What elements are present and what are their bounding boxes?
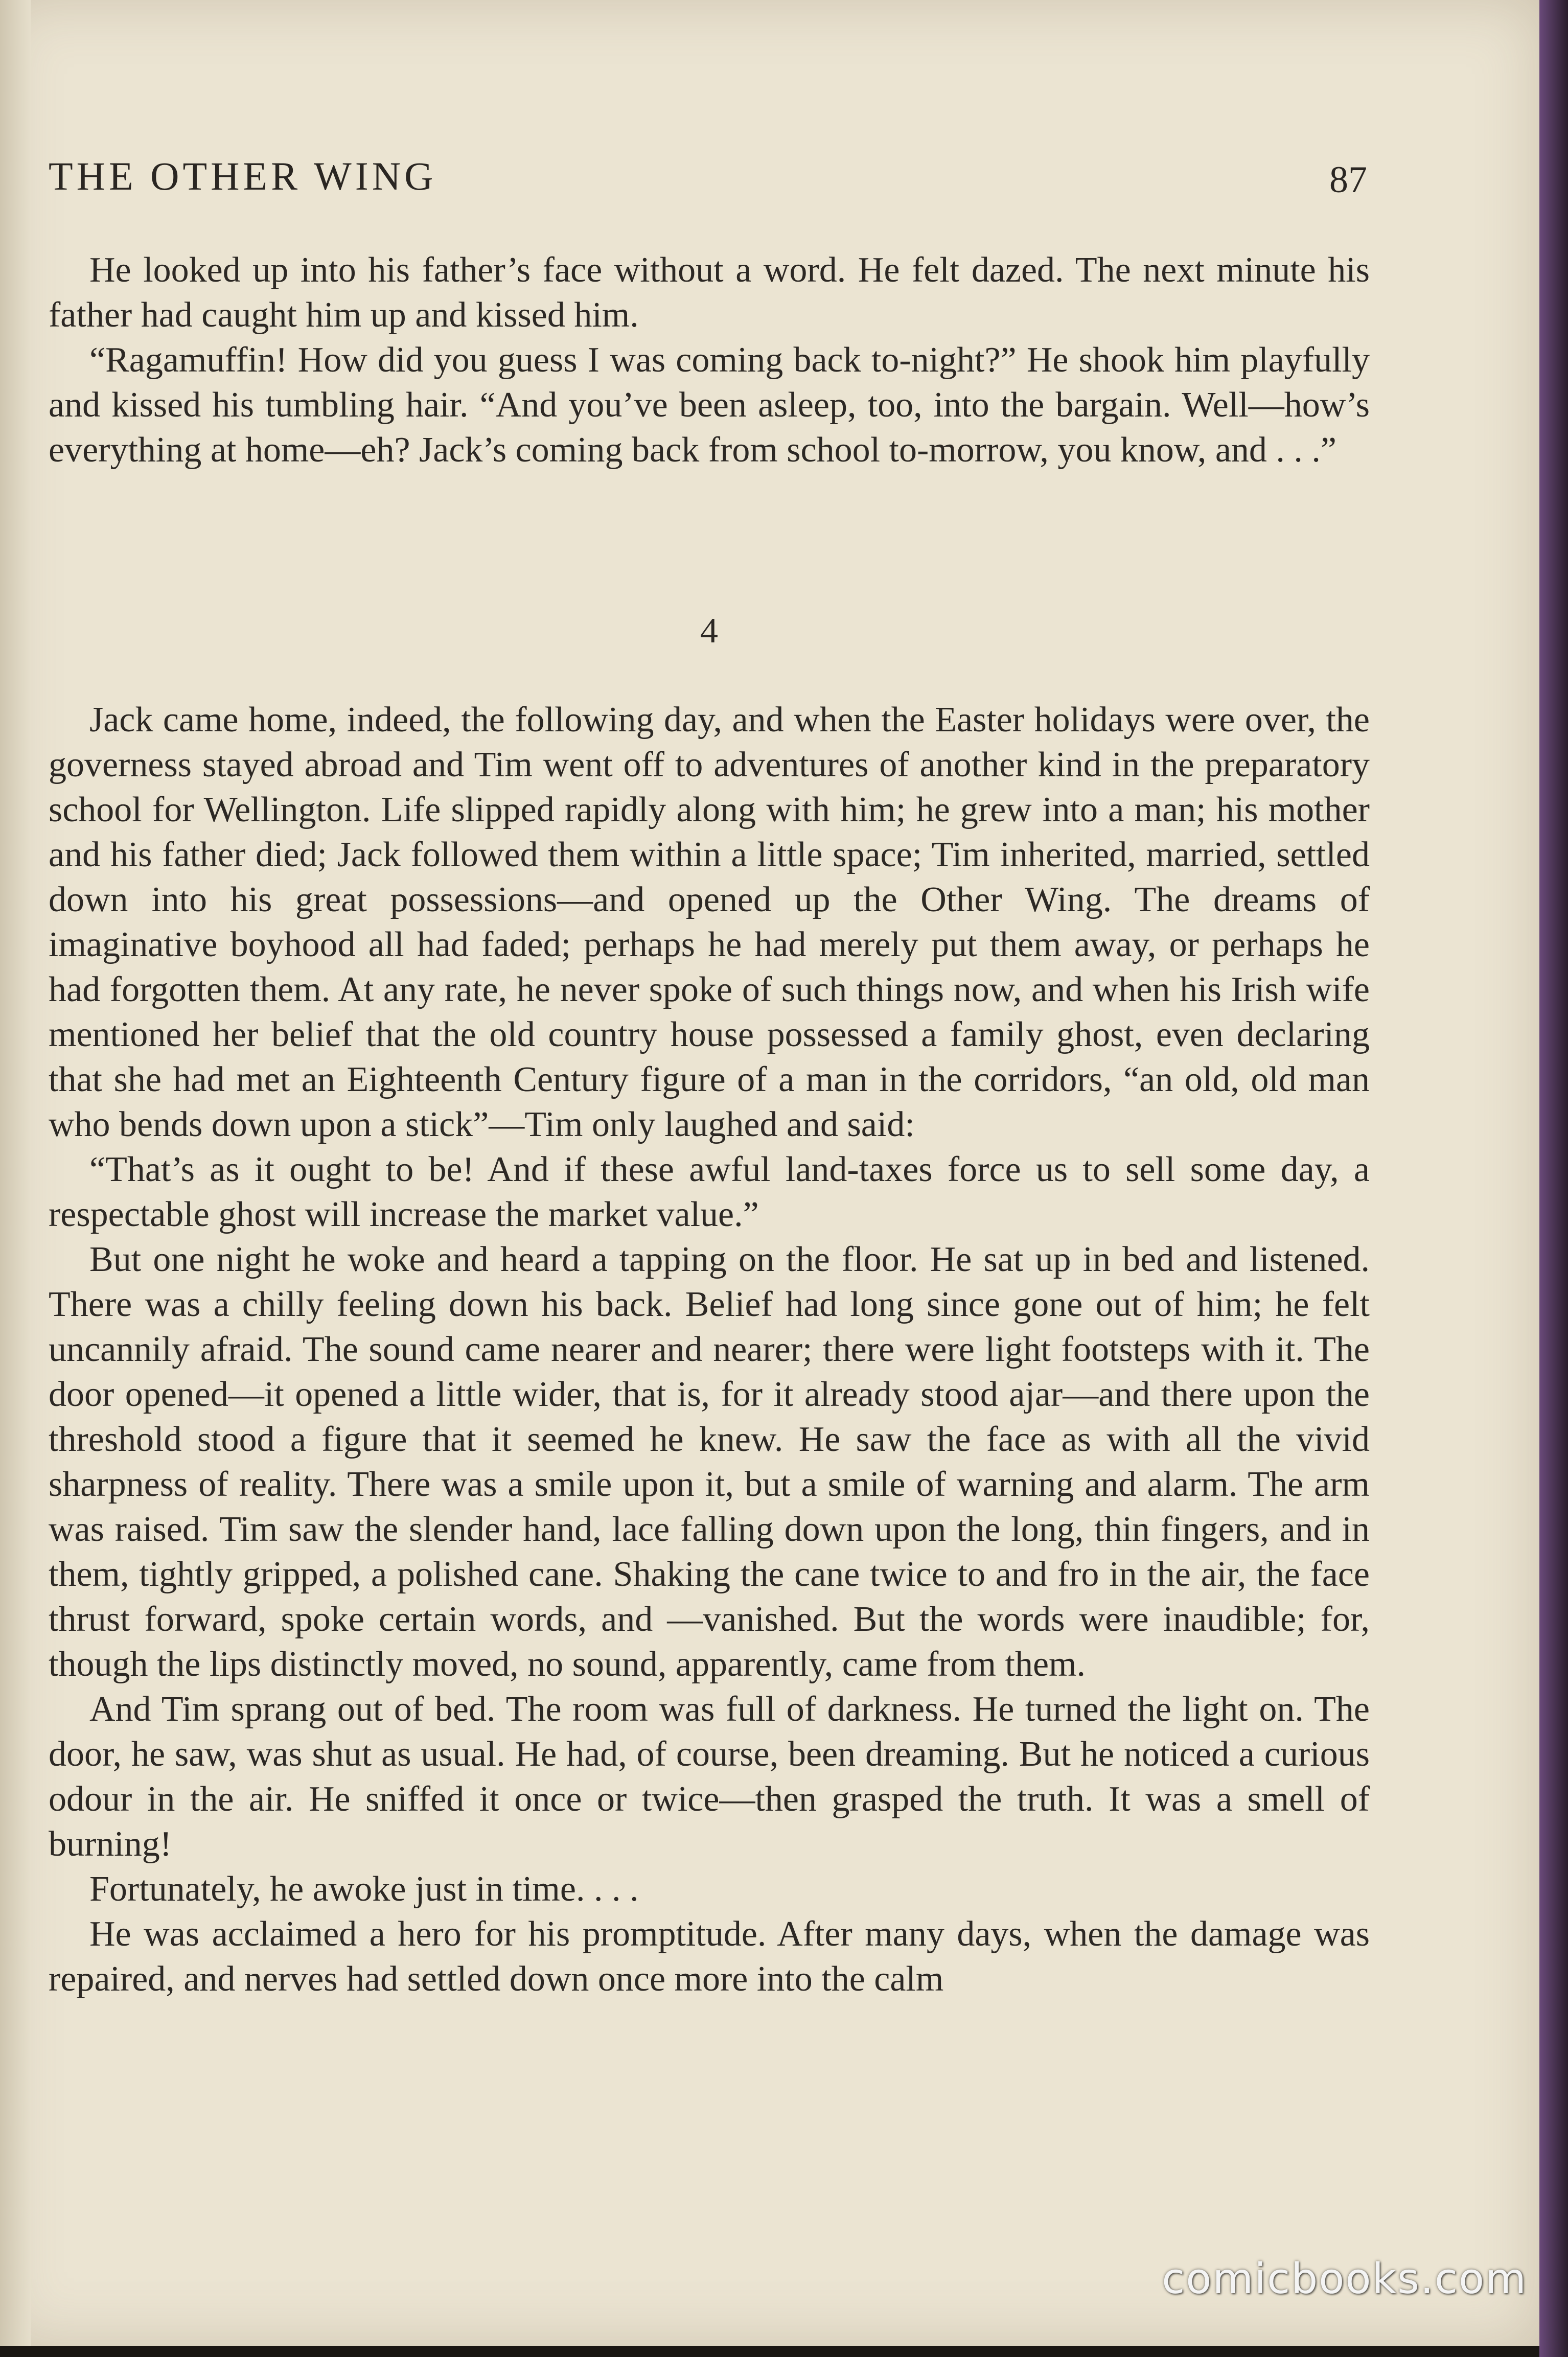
running-header <box>49 153 1367 210</box>
watermark: comicbooks.com <box>1162 2255 1527 2303</box>
page-gutter <box>0 0 31 2346</box>
page-number: 87 <box>1329 159 1367 201</box>
paragraph: He was acclaimed a hero for his promptitude. After many days, when the damage was repaired, and nerves had settled down once more into the calm <box>49 1914 1370 1999</box>
paragraph: Fortunately, he awoke just in time. . . . <box>89 1869 639 1909</box>
paragraph: But one night he woke and heard a tapping on the floor. He sat up in bed and listened. There was a chilly feeling down his back. Belief had long since gone out of him; he felt uncannily afraid. The sound came nearer and nearer; there were light footsteps with it. The door opened—it opened a little wider, that is, for it already stood ajar—and there upon the threshold stood a figure that it seemed he knew. He saw the face as with all the vivid sharpness of reality. There was a smile upon it, but a smile of warning and alarm. The arm was raised. Tim saw the slender hand, lace falling down upon the long, thin fingers, and in them, tightly gripped, a polished cane. Shaking the cane twice to and fro in the air, the face thrust forward, spoke certain words, and —vanished. But the words were inaudible; for, though the lips distinctly moved, no sound, apparently, came from them. <box>49 1240 1370 1684</box>
running-title: THE OTHER WING <box>49 154 437 198</box>
paragraph: “Ragamuffin! How did you guess I was coming back to-night?” He shook him playfully and kissed his tumbling hair. “And you’ve been asleep, too, into the bargain. Well—how’s everything at home—eh? Jack’s coming back from school to-morrow, you know, and . . .” <box>49 340 1370 470</box>
section-one-text <box>49 248 1370 473</box>
section-two-text <box>49 698 1370 2002</box>
paragraph: And Tim sprang out of bed. The room was full of darkness. He turned the light on. The door, he saw, was shut as usual. He had, of course, been dreaming. But he noticed a curious odour in the air. He sniffed it once or twice—then grasped the truth. It was a smell of burning! <box>49 1690 1370 1864</box>
paragraph: He looked up into his father’s face without a word. He felt dazed. The next minute his father had caught him up and kissed him. <box>49 250 1370 335</box>
paragraph: “That’s as it ought to be! And if these awful land-taxes force us to sell some day, a respectable ghost will increase the market value.” <box>49 1150 1370 1234</box>
paragraph: Jack came home, indeed, the following day, and when the Easter holidays were over, the governess stayed abroad and Tim went off to adventures of another kind in the preparatory school for Wellington. Life slipped rapidly along with him; he grew into a man; his mother and his father died; Jack followed them within a little space; Tim inherited, married, settled down into his great possessions—and opened up the Other Wing. The dreams of imaginative boyhood all had faded; perhaps he had merely put them away, or perhaps he had forgotten them. At any rate, he never spoke of such things now, and when his Irish wife mentioned her belief that the old country house possessed a family ghost, even declaring that she had met an Eighteenth Century figure of a man in the corridors, “an old, old man who bends down upon a stick”—Tim only laughed and said: <box>49 700 1370 1144</box>
section-number: 4 <box>700 611 718 651</box>
page-edge <box>1539 0 1568 2357</box>
